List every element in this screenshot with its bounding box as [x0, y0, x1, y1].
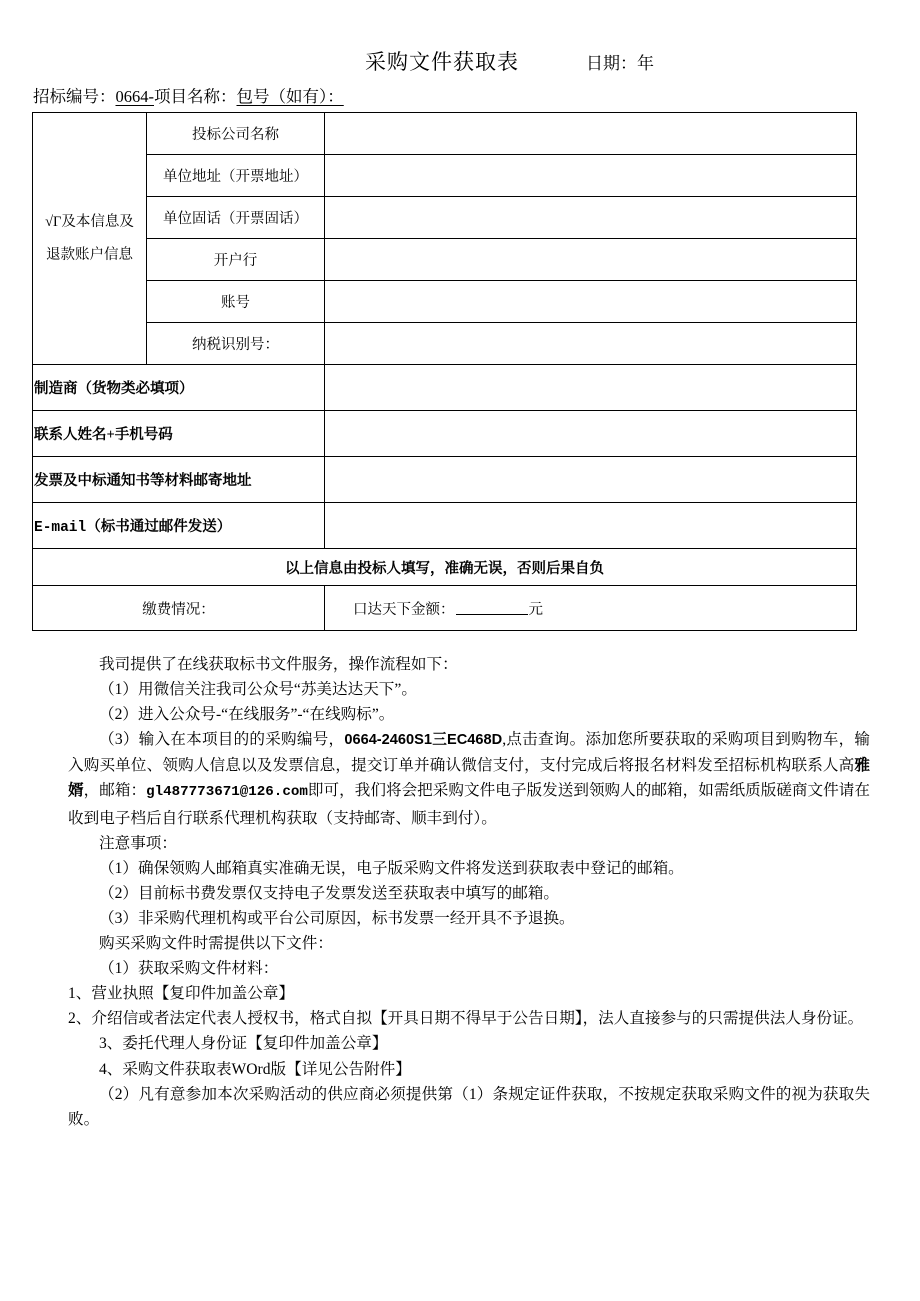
field-label-tax-id: 纳税识别号： [147, 323, 325, 365]
field-label-manufacturer: 制造商（货物类必填项） [33, 365, 325, 411]
note-1: （1）确保领购人邮箱真实准确无误，电子版采购文件将发送到获取表中登记的邮箱。 [99, 859, 684, 877]
field-label-mailing-address: 发票及中标通知书等材料邮寄地址 [33, 457, 325, 503]
field-value-manufacturer[interactable] [325, 365, 857, 411]
table-row [33, 113, 857, 155]
field-value-payment-amount[interactable] [325, 586, 857, 631]
field-label-company-name: 投标公司名称 [147, 113, 325, 155]
package-number-label[interactable]: 包号（如有）： [236, 87, 344, 106]
date-label: 日期：年 [586, 54, 654, 73]
bid-number-label: 招标编号： [33, 87, 116, 106]
docs-item-3: 3、委托代理人身份证【复印件加盖公章】 [99, 1035, 388, 1053]
step-3-part-4: 即可，我们将会把采购文件电子版发送到领购人的邮箱，如需纸质版磋商文件请在收到电子档后自行联系代理机构获取（支持邮寄、顺丰到付）。 [68, 782, 870, 827]
field-value-company-name[interactable] [325, 113, 857, 155]
procurement-number: 0664-2460S1三EC468D [344, 732, 503, 749]
field-label-bank: 开户行 [147, 239, 325, 281]
payment-amount-suffix: 元 [528, 601, 543, 618]
table-row [33, 155, 857, 197]
note-2: （2）目前标书费发票仅支持电子发票发送至获取表中填写的邮箱。 [99, 884, 560, 902]
table-row [33, 457, 857, 503]
field-value-bank[interactable] [325, 239, 857, 281]
field-value-contact[interactable] [325, 411, 857, 457]
payment-amount-prefix: 口达天下金额： [353, 601, 455, 618]
contact-email: gl487773671@126.com [146, 784, 308, 801]
docs-sub-2: （2）凡有意参加本次采购活动的供应商必须提供第（1）条规定证件获取，不按规定获取采购文件的视为获取失败。 [68, 1085, 870, 1128]
field-label-landline: 单位固话（开票固话） [147, 197, 325, 239]
intro-paragraph: 我司提供了在线获取标书文件服务，操作流程如下： [99, 656, 458, 673]
table-row [33, 365, 857, 411]
group-label-cell: √Γ及本信息及退款账户信息 [33, 113, 147, 365]
step-2: （2）进入公众号-“在线服务”-“在线购标”。 [99, 706, 395, 724]
field-label-address: 单位地址（开票地址） [147, 155, 325, 197]
field-value-address[interactable] [325, 155, 857, 197]
step-1: （1）用微信关注我司公众号“苏美达达天下”。 [99, 681, 417, 699]
payment-amount-blank[interactable] [456, 614, 528, 615]
note-3: （3）非采购代理机构或平台公司原因，标书发票一经开具不予退换。 [99, 909, 575, 927]
page-title: 采购文件获取表 [365, 50, 519, 74]
field-label-email: E-mail（标书通过邮件发送） [33, 503, 325, 549]
title-row [0, 48, 920, 78]
table-row [33, 281, 857, 323]
bid-number-value[interactable]: 0664- [115, 87, 154, 106]
field-label-contact: 联系人姓名+手机号码 [33, 411, 325, 457]
table-row [33, 239, 857, 281]
project-name-label: 项目名称： [154, 87, 237, 106]
field-value-account[interactable] [325, 281, 857, 323]
field-value-mailing-address[interactable] [325, 457, 857, 503]
docs-title: 购买采购文件时需提供以下文件： [99, 935, 333, 953]
docs-sub-1: （1）获取采购文件材料： [99, 960, 279, 978]
table-row [33, 549, 857, 586]
field-value-landline[interactable] [325, 197, 857, 239]
step-3 [68, 727, 870, 830]
procurement-form-table [32, 112, 857, 631]
step-3-part-3: ，邮箱： [83, 782, 147, 800]
subheader [33, 85, 344, 109]
table-row [33, 323, 857, 365]
table-row [33, 586, 857, 631]
step-3-part-2: ,点击查询。添加您所要获取的采购项目到购物车，输入购买单位、领购人信息以及发票信息，提交订单并确认微信支付，支付完成后将报名材料发至招标机构联系人高 [68, 731, 870, 775]
table-row [33, 197, 857, 239]
field-value-email[interactable] [325, 503, 857, 549]
field-label-account: 账号 [147, 281, 325, 323]
field-label-payment-status: 缴费情况： [33, 586, 325, 631]
step-3-part-1: （3）输入在本项目的的采购编号， [99, 731, 345, 749]
docs-item-1: 1、营业执照【复印件加盖公章】 [68, 985, 295, 1003]
contact-person-name: 雅婿 [68, 757, 870, 800]
body-text [68, 652, 870, 1132]
field-value-tax-id[interactable] [325, 323, 857, 365]
form-notice: 以上信息由投标人填写，准确无误，否则后果自负 [33, 549, 857, 586]
table-row [33, 411, 857, 457]
notes-title: 注意事项： [99, 834, 177, 852]
docs-item-2: 2、介绍信或者法定代表人授权书，格式自拟【开具日期不得早于公告日期】，法人直接参与的只需提供法人身份证。 [68, 1010, 864, 1028]
docs-item-4: 4、采购文件获取表WOrd版【详见公告附件】 [99, 1060, 411, 1078]
table-row [33, 503, 857, 549]
